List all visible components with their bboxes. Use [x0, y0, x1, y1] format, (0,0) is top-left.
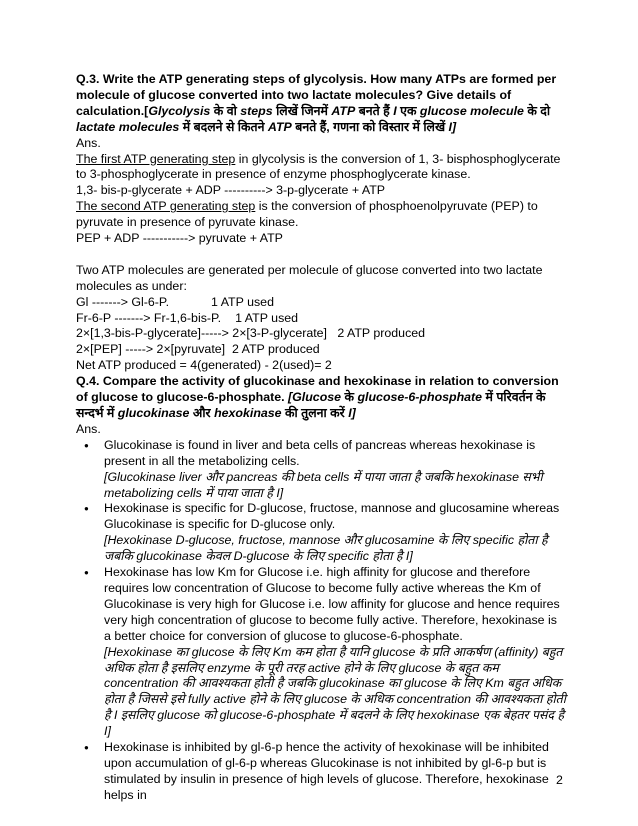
- q3-term-atp: ATP: [267, 119, 292, 134]
- calc-reaction: Fr-6-P -------> Fr-1,6-bis-P.: [76, 310, 222, 325]
- q4-term-hexokinase: hexokinase: [214, 406, 282, 421]
- calc-line-4: 2×[PEP] -----> 2×[pyruvate] 2 ATP produced: [76, 342, 320, 357]
- q3-step1-equation: 1,3- bis-p-glycerate + ADP ----------> 3-p-glycerate + ATP: [76, 183, 386, 198]
- bullet-english: ● Glucokinase is found in liver and beta cells of pancreas whereas hexokinase is present in all the metabolizing cells.: [104, 437, 536, 468]
- calc-atp: 1 ATP used: [235, 310, 299, 325]
- page-number: 2: [556, 773, 563, 787]
- q3-hindi-text: में बदलने से कितने: [179, 119, 268, 134]
- q4-answer-label: Ans.: [76, 421, 101, 436]
- q3-hindi-text: के दो: [523, 103, 551, 118]
- list-item: [104, 565, 566, 740]
- q3-bracket-open: [: [144, 103, 149, 118]
- q3-summary: Two ATP molecules are generated per molecule of glucose converted into two lactate molecules as under:: [76, 262, 543, 293]
- q4-english-heading: Q.4. Compare the activity of glucokinase and hexokinase in relation to conversion of glucose to glucose-6-phosphate.: [76, 374, 559, 405]
- question-3-heading: [76, 72, 566, 136]
- q3-term-steps: steps: [240, 103, 273, 118]
- q3-separator: I: [393, 103, 397, 118]
- bullet-english: ● Hexokinase has low Km for Glucose i.e. high affinity for glucose and therefore requires low concentration of Glucose to become fully active whereas the Km of Glucokinase is very high for Glucose i.e. low affinity for glucose and hence requires very high concentration of glucose to become fully active. Therefore, hexokinase is a better choice for conversion of glucose to glucose-6-phosphate.: [104, 565, 560, 643]
- q3-step2: [76, 199, 566, 231]
- q3-bracket-close: I]: [448, 119, 457, 134]
- q4-hindi-text: में परिवर्तन के सन्दर्भ में: [76, 390, 546, 421]
- q3-step2-equation: PEP + ADP -----------> pyruvate + ATP: [76, 231, 283, 246]
- q3-term-lactate: lactate molecules: [76, 119, 180, 134]
- step1-text: in glycolysis is the conversion of 1, 3- bisphosphoglycerate to 3-phosphoglycerate in presence of enzyme phosphoglycerate kinase.: [76, 151, 561, 182]
- q4-term-glucokinase: glucokinase: [117, 406, 190, 421]
- q3-term-atp: ATP: [331, 103, 356, 118]
- q4-hindi-text: और: [189, 406, 215, 421]
- q3-hindi-text: बनते हैं: [355, 103, 394, 118]
- bullet-hindi: [Hexokinase D-glucose, fructose, mannose और glucosamine के लिए specific होता है जबकि glucokinase केवल D-glucose के लिए specific होता है I]: [104, 533, 548, 564]
- bullet-english: ● Hexokinase is inhibited by gl-6-p hence the activity of hexokinase will be inhibited upon accumulation of gl-6-p whereas Glucokinase is not inhibited by gl-6-p but is stimulated by insulin in presence of high levels of glucose. Therefore, hexokinase helps in: [104, 740, 549, 802]
- q3-answer-label: Ans.: [76, 135, 101, 150]
- calc-line-1: [76, 295, 566, 311]
- list-item: [104, 740, 566, 804]
- step2-text: is the conversion of phosphoenolpyruvate (PEP) to pyruvate in presence of pyruvate kinase.: [76, 199, 538, 230]
- q4-term-g6p: glucose-6-phosphate: [357, 390, 483, 405]
- calc-line-2: [76, 311, 566, 327]
- calc-net: Net ATP produced = 4(generated) - 2(used)= 2: [76, 358, 332, 373]
- q4-hindi-text: की तुलना करें: [281, 406, 349, 421]
- q4-bracket-close: I]: [348, 406, 356, 421]
- step2-heading: The second ATP generating step: [76, 199, 256, 214]
- q3-term-glucose-molecule: glucose molecule: [419, 103, 524, 118]
- calc-line-3: 2×[1,3-bis-P-glycerate]-----> 2×[3-P-glycerate] 2 ATP produced: [76, 326, 426, 341]
- q4-term-glucose: [Glucose: [284, 390, 342, 405]
- page-content: [76, 72, 566, 804]
- list-item: [104, 501, 566, 565]
- question-4-heading: [76, 374, 566, 422]
- bullet-hindi: [Glucokinase liver और pancreas की beta cells में पाया जाता है जबकि hexokinase सभी metabolizing cells में पाया जाता है I]: [104, 469, 543, 500]
- q3-english-heading: Q.3. Write the ATP generating steps of glycolysis. How many ATPs are formed per molecule of glucose converted into two lactate molecules? Give details of calculation.: [76, 72, 557, 118]
- q4-hindi-text: के: [341, 390, 358, 405]
- calc-reaction: Gl -------> Gl-6-P.: [76, 294, 170, 309]
- q3-hindi-text: एक: [396, 103, 420, 118]
- calc-atp: 1 ATP used: [211, 294, 274, 309]
- step1-heading: The first ATP generating step: [76, 151, 236, 166]
- q3-term-glycolysis: Glycolysis: [148, 103, 211, 118]
- q3-hindi-text: बनते हैं, गणना को विस्तार में लिखें: [291, 119, 449, 134]
- bullet-hindi: [Hexokinase का glucose के लिए Km कम होता है यानि glucose के प्रति आकर्षण (affinity) बहुत अधिक होता है इसलिए enzyme के पूरी तरह active होने के लिए glucose के बहुत कम concentration की आवश्यकता होती है जबकि glucokinase का glucose के लिए Km बहुत अधिक होता है जिससे इसे fully active होने के लिए glucose के अधिक concentration की आवश्यकता होती है I इसलिए glucose को glucose-6-phosphate में बदलने के लिए hexokinase एक बेहतर पसंद है I]: [104, 644, 566, 739]
- bullet-english: ● Hexokinase is specific for D-glucose, fructose, mannose and glucosamine whereas Glucokinase is specific for D-glucose only.: [104, 501, 560, 532]
- q3-hindi-text: लिखें जिनमें: [272, 103, 332, 118]
- comparison-list: [76, 438, 566, 804]
- spacer: [76, 247, 566, 263]
- q3-hindi-text: के वो: [210, 103, 241, 118]
- list-item: [104, 438, 566, 502]
- q3-step1: [76, 152, 566, 184]
